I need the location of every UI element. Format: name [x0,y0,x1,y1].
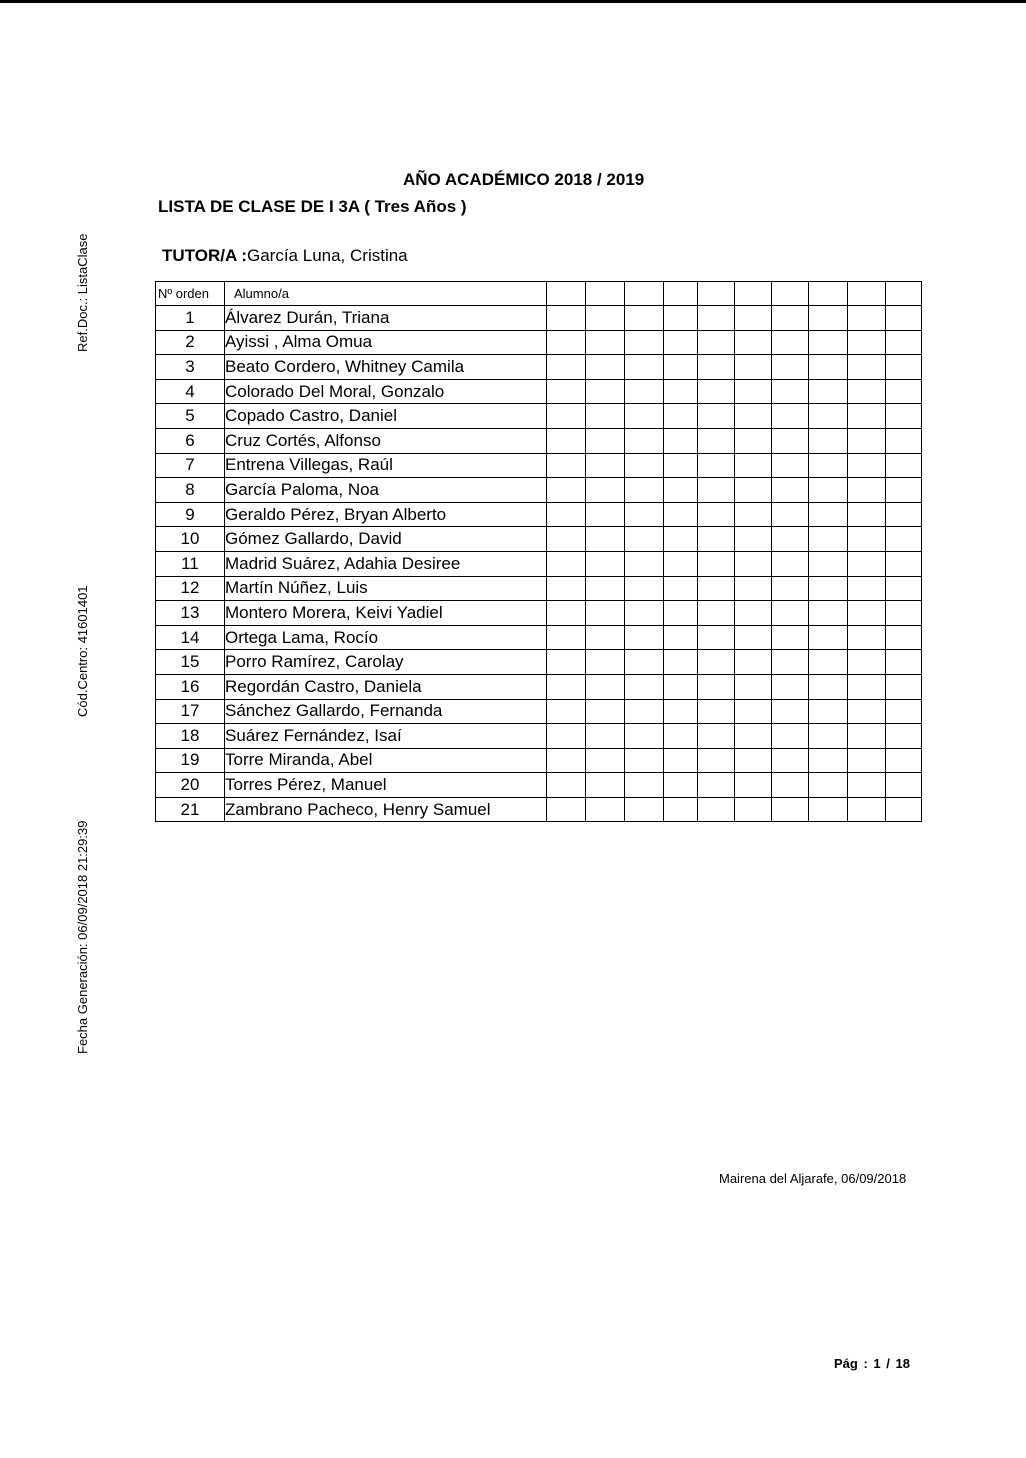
empty-cell [886,502,922,527]
ref-doc-label: Ref.Doc.: ListaClase [75,233,90,352]
table-row [156,625,922,650]
empty-cell [547,330,586,355]
empty-cell [886,650,922,675]
empty-cell [848,282,886,306]
empty-cell [664,453,698,478]
student-name-cell: Madrid Suárez, Adahia Desiree [225,551,547,576]
empty-cell [698,601,735,626]
empty-cell [586,551,625,576]
empty-cell [698,674,735,699]
tutor-line [162,246,408,266]
empty-cell [886,576,922,601]
empty-cell [809,625,848,650]
empty-cell [547,404,586,429]
student-name-cell: Ayissi , Alma Omua [225,330,547,355]
empty-cell [625,330,664,355]
empty-cell [625,650,664,675]
order-number-cell: 13 [156,601,225,626]
table-header-row [156,282,922,306]
table-row [156,306,922,331]
empty-cell [698,797,735,822]
empty-cell [848,773,886,798]
empty-cell [586,797,625,822]
table-row [156,478,922,503]
page-number: Pág : 1 / 18 [834,1356,910,1371]
empty-cell [547,724,586,749]
empty-cell [886,379,922,404]
student-name-cell: Ortega Lama, Rocío [225,625,547,650]
empty-cell [586,625,625,650]
order-number-cell: 1 [156,306,225,331]
order-number-cell: 15 [156,650,225,675]
empty-cell [664,674,698,699]
order-number-cell: 14 [156,625,225,650]
empty-cell [735,674,772,699]
empty-cell [625,404,664,429]
empty-cell [886,797,922,822]
empty-cell [586,282,625,306]
empty-cell [586,724,625,749]
empty-cell [625,625,664,650]
empty-cell [735,625,772,650]
empty-cell [886,282,922,306]
academic-year-heading: AÑO ACADÉMICO 2018 / 2019 [403,170,645,189]
top-border-rule [0,0,1026,3]
table-row [156,404,922,429]
table-row [156,379,922,404]
empty-cell [735,773,772,798]
student-name-cell: Geraldo Pérez, Bryan Alberto [225,502,547,527]
empty-cell [848,404,886,429]
empty-cell [886,674,922,699]
empty-cell [698,576,735,601]
empty-cell [886,551,922,576]
empty-cell [848,551,886,576]
empty-cell [664,428,698,453]
table-row [156,724,922,749]
table-row [156,699,922,724]
empty-cell [547,379,586,404]
empty-cell [586,355,625,380]
empty-cell [848,453,886,478]
empty-cell [698,699,735,724]
header-student: Alumno/a [225,282,547,306]
empty-cell [886,699,922,724]
empty-cell [547,527,586,552]
empty-cell [664,306,698,331]
empty-cell [664,724,698,749]
empty-cell [809,748,848,773]
empty-cell [886,601,922,626]
empty-cell [772,601,809,626]
empty-cell [848,502,886,527]
order-number-cell: 20 [156,773,225,798]
student-name-cell: Torres Pérez, Manuel [225,773,547,798]
empty-cell [586,428,625,453]
student-name-cell: García Paloma, Noa [225,478,547,503]
empty-cell [586,748,625,773]
student-name-cell: Martín Núñez, Luis [225,576,547,601]
empty-cell [848,478,886,503]
empty-cell [547,699,586,724]
empty-cell [735,551,772,576]
empty-cell [664,379,698,404]
empty-cell [809,330,848,355]
empty-cell [809,576,848,601]
student-name-cell: Entrena Villegas, Raúl [225,453,547,478]
empty-cell [698,625,735,650]
empty-cell [664,502,698,527]
student-name-cell: Beato Cordero, Whitney Camila [225,355,547,380]
empty-cell [547,428,586,453]
empty-cell [664,650,698,675]
empty-cell [664,601,698,626]
empty-cell [735,527,772,552]
empty-cell [809,674,848,699]
order-number-cell: 10 [156,527,225,552]
empty-cell [547,453,586,478]
empty-cell [772,797,809,822]
empty-cell [547,650,586,675]
empty-cell [772,699,809,724]
empty-cell [698,355,735,380]
empty-cell [848,428,886,453]
empty-cell [886,355,922,380]
empty-cell [698,748,735,773]
empty-cell [586,502,625,527]
empty-cell [809,551,848,576]
empty-cell [735,330,772,355]
empty-cell [848,576,886,601]
empty-cell [772,379,809,404]
empty-cell [586,306,625,331]
empty-cell [547,748,586,773]
empty-cell [772,404,809,429]
empty-cell [772,502,809,527]
table-row [156,650,922,675]
empty-cell [735,797,772,822]
empty-cell [698,724,735,749]
empty-cell [809,379,848,404]
empty-cell [698,478,735,503]
empty-cell [848,527,886,552]
empty-cell [586,527,625,552]
empty-cell [735,355,772,380]
empty-cell [886,748,922,773]
empty-cell [735,428,772,453]
empty-cell [772,282,809,306]
empty-cell [809,428,848,453]
empty-cell [772,551,809,576]
empty-cell [848,748,886,773]
student-name-cell: Torre Miranda, Abel [225,748,547,773]
empty-cell [886,428,922,453]
table-row [156,428,922,453]
empty-cell [809,478,848,503]
empty-cell [586,674,625,699]
empty-cell [809,773,848,798]
student-name-cell: Montero Morera, Keivi Yadiel [225,601,547,626]
class-list-title: LISTA DE CLASE DE I 3A ( Tres Años ) [158,197,467,216]
student-name-cell: Zambrano Pacheco, Henry Samuel [225,797,547,822]
empty-cell [698,650,735,675]
empty-cell [547,282,586,306]
order-number-cell: 11 [156,551,225,576]
empty-cell [772,306,809,331]
empty-cell [664,748,698,773]
order-number-cell: 9 [156,502,225,527]
empty-cell [625,699,664,724]
empty-cell [625,748,664,773]
table-row [156,502,922,527]
empty-cell [809,699,848,724]
empty-cell [547,674,586,699]
empty-cell [848,379,886,404]
empty-cell [625,724,664,749]
empty-cell [772,453,809,478]
empty-cell [848,699,886,724]
empty-cell [809,404,848,429]
order-number-cell: 6 [156,428,225,453]
empty-cell [664,330,698,355]
empty-cell [586,650,625,675]
table-row [156,330,922,355]
empty-cell [809,282,848,306]
empty-cell [547,355,586,380]
empty-cell [664,282,698,306]
table-row [156,453,922,478]
table-row [156,576,922,601]
student-name-cell: Regordán Castro, Daniela [225,674,547,699]
empty-cell [625,306,664,331]
order-number-cell: 18 [156,724,225,749]
empty-cell [698,282,735,306]
empty-cell [886,527,922,552]
empty-cell [664,355,698,380]
table-row [156,355,922,380]
empty-cell [772,773,809,798]
empty-cell [886,404,922,429]
empty-cell [698,502,735,527]
empty-cell [547,601,586,626]
empty-cell [625,282,664,306]
empty-cell [547,306,586,331]
empty-cell [886,453,922,478]
empty-cell [625,551,664,576]
order-number-cell: 4 [156,379,225,404]
empty-cell [772,674,809,699]
class-roster-table [155,281,922,822]
empty-cell [735,650,772,675]
empty-cell [809,797,848,822]
empty-cell [886,478,922,503]
empty-cell [698,773,735,798]
empty-cell [848,601,886,626]
empty-cell [848,306,886,331]
empty-cell [886,330,922,355]
empty-cell [698,453,735,478]
empty-cell [586,576,625,601]
empty-cell [772,576,809,601]
order-number-cell: 8 [156,478,225,503]
empty-cell [698,527,735,552]
empty-cell [586,478,625,503]
empty-cell [547,797,586,822]
order-number-cell: 2 [156,330,225,355]
empty-cell [664,527,698,552]
empty-cell [625,576,664,601]
table-row [156,601,922,626]
empty-cell [547,478,586,503]
empty-cell [735,576,772,601]
empty-cell [735,601,772,626]
empty-cell [772,625,809,650]
empty-cell [848,625,886,650]
empty-cell [698,428,735,453]
generation-date-label: Fecha Generación: 06/09/2018 21:29:39 [75,820,90,1054]
empty-cell [886,625,922,650]
student-name-cell: Sánchez Gallardo, Fernanda [225,699,547,724]
empty-cell [772,330,809,355]
header-order-number: Nº orden [156,282,225,306]
empty-cell [772,650,809,675]
empty-cell [625,527,664,552]
empty-cell [735,379,772,404]
empty-cell [735,748,772,773]
table-row [156,773,922,798]
empty-cell [664,797,698,822]
empty-cell [735,282,772,306]
empty-cell [664,576,698,601]
student-name-cell: Cruz Cortés, Alfonso [225,428,547,453]
table-row [156,748,922,773]
empty-cell [625,674,664,699]
empty-cell [772,724,809,749]
empty-cell [547,576,586,601]
student-name-cell: Colorado Del Moral, Gonzalo [225,379,547,404]
order-number-cell: 17 [156,699,225,724]
empty-cell [772,748,809,773]
table-row [156,527,922,552]
empty-cell [848,650,886,675]
empty-cell [886,724,922,749]
empty-cell [772,478,809,503]
empty-cell [772,428,809,453]
empty-cell [625,379,664,404]
empty-cell [547,502,586,527]
student-name-cell: Álvarez Durán, Triana [225,306,547,331]
order-number-cell: 16 [156,674,225,699]
empty-cell [698,404,735,429]
empty-cell [848,797,886,822]
order-number-cell: 5 [156,404,225,429]
empty-cell [547,773,586,798]
empty-cell [547,551,586,576]
empty-cell [809,502,848,527]
empty-cell [625,773,664,798]
empty-cell [809,724,848,749]
empty-cell [586,330,625,355]
empty-cell [772,355,809,380]
empty-cell [698,379,735,404]
empty-cell [625,428,664,453]
empty-cell [586,404,625,429]
empty-cell [586,699,625,724]
empty-cell [664,699,698,724]
empty-cell [886,773,922,798]
empty-cell [735,404,772,429]
order-number-cell: 7 [156,453,225,478]
order-number-cell: 19 [156,748,225,773]
empty-cell [735,724,772,749]
empty-cell [664,478,698,503]
empty-cell [664,404,698,429]
empty-cell [698,330,735,355]
empty-cell [625,797,664,822]
empty-cell [664,625,698,650]
empty-cell [735,502,772,527]
empty-cell [586,773,625,798]
empty-cell [625,601,664,626]
roster-body [156,282,922,822]
empty-cell [586,601,625,626]
order-number-cell: 21 [156,797,225,822]
empty-cell [809,355,848,380]
empty-cell [886,306,922,331]
table-row [156,797,922,822]
tutor-label: TUTOR/A : [162,246,247,265]
empty-cell [664,551,698,576]
empty-cell [735,699,772,724]
empty-cell [625,355,664,380]
empty-cell [625,453,664,478]
empty-cell [735,306,772,331]
empty-cell [809,527,848,552]
student-name-cell: Suárez Fernández, Isaí [225,724,547,749]
empty-cell [698,306,735,331]
empty-cell [848,674,886,699]
empty-cell [848,355,886,380]
empty-cell [586,453,625,478]
student-name-cell: Gómez Gallardo, David [225,527,547,552]
empty-cell [772,527,809,552]
empty-cell [664,773,698,798]
empty-cell [809,306,848,331]
table-row [156,551,922,576]
empty-cell [698,551,735,576]
place-date: Mairena del Aljarafe, 06/09/2018 [719,1171,907,1186]
empty-cell [809,601,848,626]
tutor-name: García Luna, Cristina [247,246,408,265]
centro-code-label: Cód.Centro: 41601401 [75,585,90,717]
empty-cell [809,453,848,478]
empty-cell [848,724,886,749]
empty-cell [809,650,848,675]
empty-cell [735,453,772,478]
table-row [156,674,922,699]
student-name-cell: Copado Castro, Daniel [225,404,547,429]
empty-cell [625,502,664,527]
order-number-cell: 3 [156,355,225,380]
empty-cell [625,478,664,503]
order-number-cell: 12 [156,576,225,601]
student-name-cell: Porro Ramírez, Carolay [225,650,547,675]
empty-cell [848,330,886,355]
empty-cell [547,625,586,650]
empty-cell [735,478,772,503]
empty-cell [586,379,625,404]
